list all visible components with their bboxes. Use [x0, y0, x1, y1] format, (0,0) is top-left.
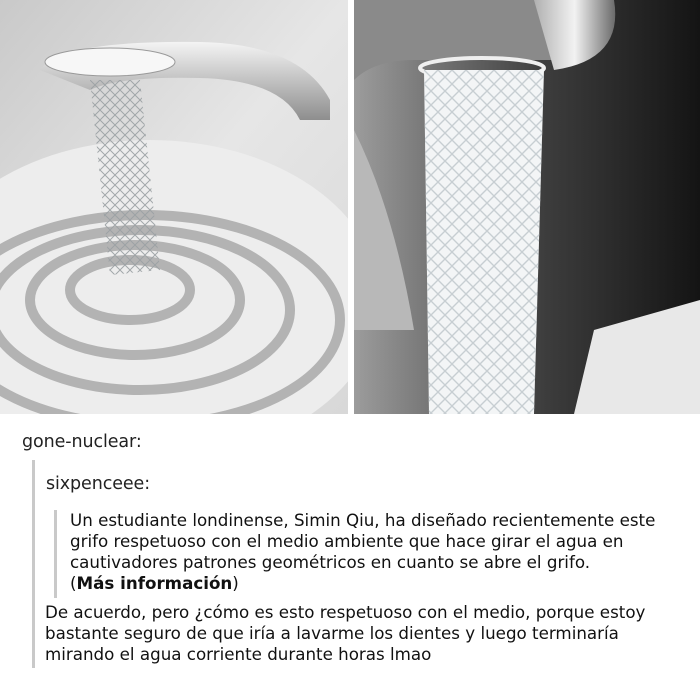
- quoted-author[interactable]: sixpenceee:: [46, 474, 151, 494]
- link-open-paren: (: [70, 573, 77, 593]
- more-info-link[interactable]: Más información: [76, 573, 233, 593]
- reblog-border: [32, 460, 35, 668]
- link-close-paren: ): [232, 573, 239, 593]
- reply-text: De acuerdo, pero ¿cómo es esto respetuoso con el medio, porque estoy bastante seguro de que iría a lavarme los dientes y luego terminaría mirando el agua corriente durante horas lmao: [45, 602, 646, 664]
- quote-border: [54, 510, 57, 598]
- post: [0, 414, 700, 674]
- quoted-text: [70, 510, 690, 594]
- post-author[interactable]: gone-nuclear:: [22, 432, 142, 452]
- faucet-photo-right: [354, 0, 700, 414]
- quote-body: Un estudiante londinense, Simin Qiu, ha diseñado recientemente este grifo respetuoso con el medio ambiente que hace girar el agua en cautivadores patrones geométricos en cuanto se abre el grifo.: [70, 510, 656, 572]
- faucet-photo-left: [0, 0, 348, 414]
